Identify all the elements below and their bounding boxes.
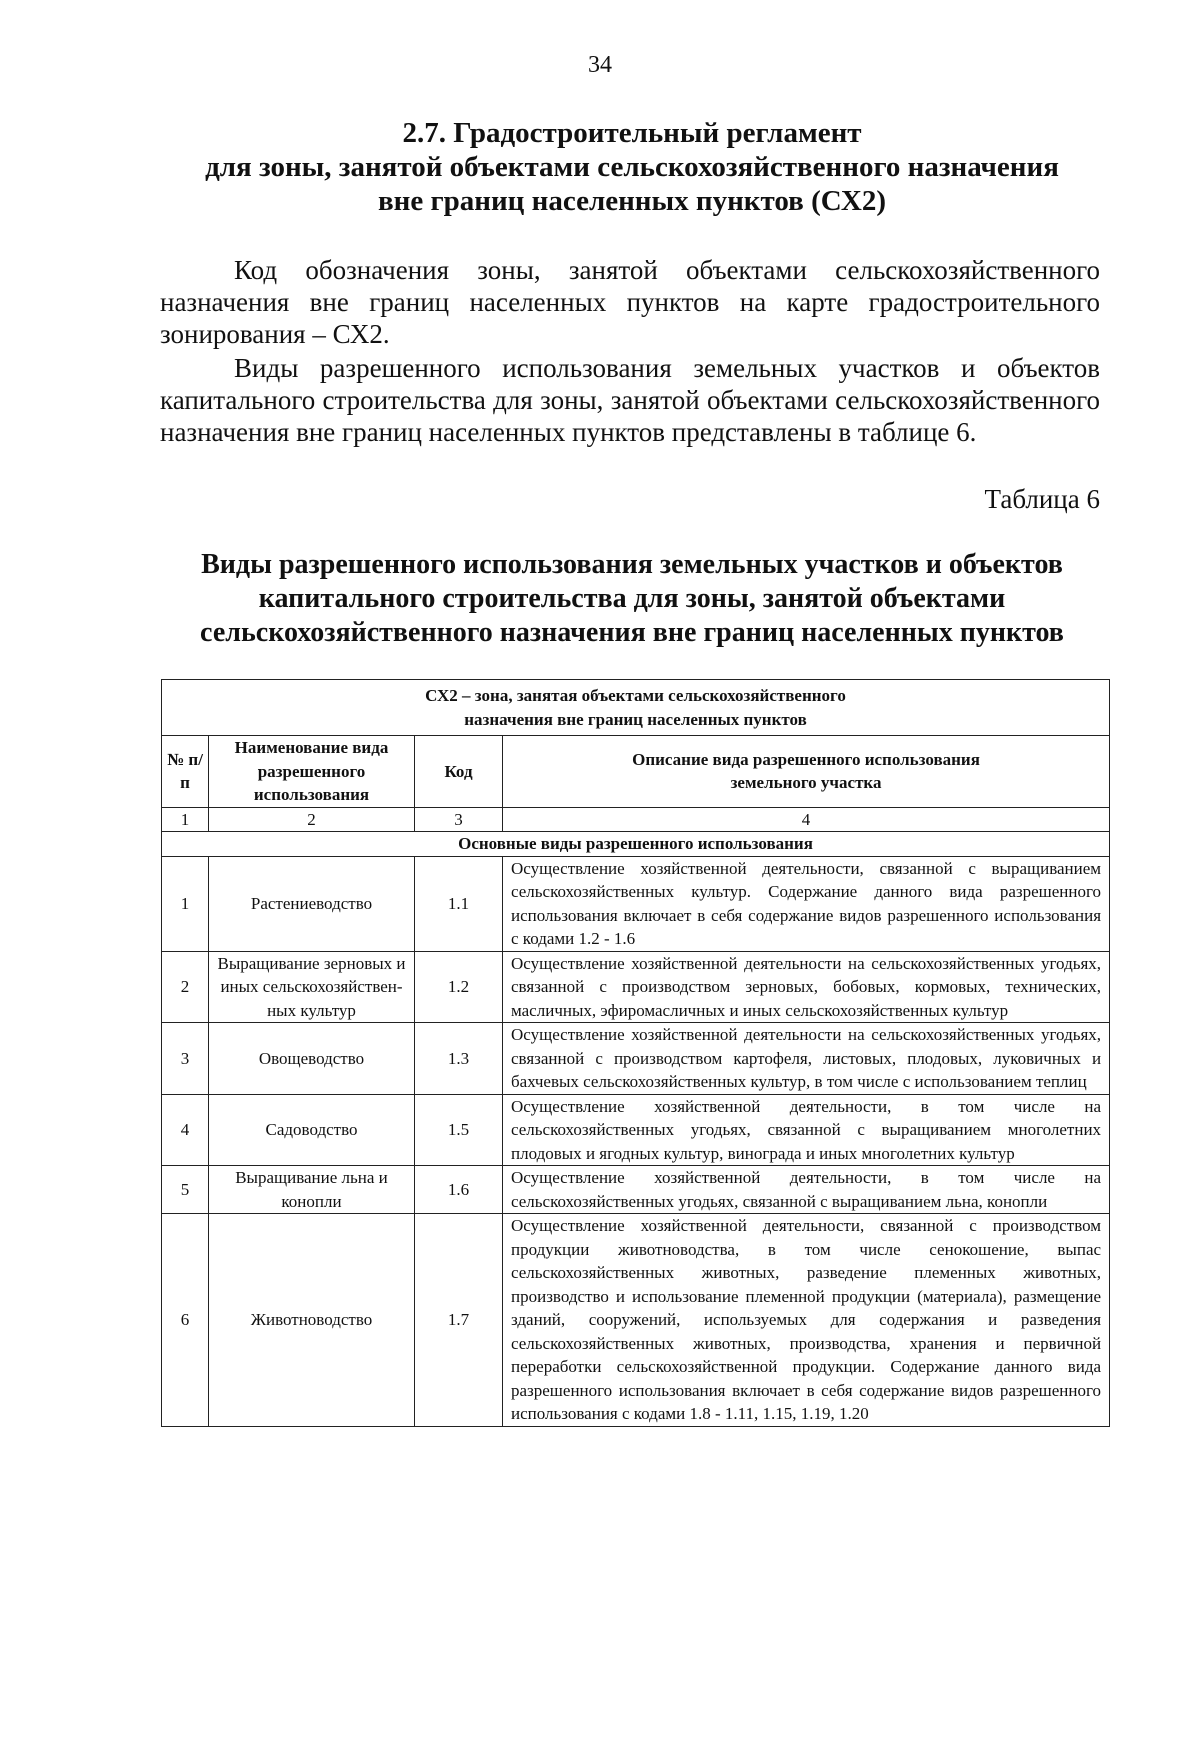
paragraph-zone-code: Код обозначения зоны, занятой объектами сельскохозяйственного назначения вне границ населенных пунктов на карте градостроительного зонирования – СХ2. [160,255,1100,349]
row-code: 1.2 [415,951,503,1023]
row-name: Выращивание льна и конопли [209,1166,415,1214]
table-row [162,1214,1110,1427]
row-code: 1.1 [415,856,503,951]
table-title-line: Виды разрешенного использования земельных участков и объектов [201,549,1063,580]
row-description: Осуществление хозяйственной деятельности, в том числе на сельскохозяйственных угодьях, связанной с выращиванием многолетних плодовых и ягодных культур, винограда и иных многолетних культур [503,1094,1110,1166]
row-number: 2 [162,951,209,1023]
section-title-line: для зоны, занятой объектами сельскохозяйственного назначения [205,151,1059,183]
row-name: Овощеводство [209,1023,415,1095]
column-index: 1 [162,807,209,832]
row-name: Растениеводство [209,856,415,951]
column-header-name: Наименование вида разрешенного использования [209,736,415,808]
row-number: 6 [162,1214,209,1427]
column-index: 4 [503,807,1110,832]
table-row [162,1023,1110,1095]
row-name: Животноводство [209,1214,415,1427]
row-description: Осуществление хозяйственной деятельности на сельскохозяйственных угодьях, связанной с производством зерновых, бобовых, кормовых, технических, масличных, эфиромасличных и иных сельскохозяйственных культур [503,951,1110,1023]
table-title [150,548,1114,650]
row-description: Осуществление хозяйственной деятельности, связанной с выращиванием сельскохозяйственных культур. Содержание данного вида разрешенного использования включает в себя содержание видов разрешенного использования с кодами 1.2 - 1.6 [503,856,1110,951]
table-row [162,1094,1110,1166]
section-title-line: вне границ населенных пунктов (СХ2) [377,185,887,217]
row-number: 3 [162,1023,209,1095]
section-title [150,116,1114,218]
table-row [162,951,1110,1023]
row-description: Осуществление хозяйственной деятельности на сельскохозяйственных угодьях, связанной с производством картофеля, листовых, плодовых, луковичных и бахчевых сельскохозяйственных культур, в том числе с использованием теплиц [503,1023,1110,1095]
table-title-line: капитального строительства для зоны, занятой объектами [258,583,1006,614]
table-row [162,856,1110,951]
column-header-code: Код [415,736,503,808]
row-name: Садоводство [209,1094,415,1166]
row-description: Осуществление хозяйственной деятельности, в том числе на сельскохозяйственных угодьях, связанной с выращиванием льна, конопли [503,1166,1110,1214]
column-header-description: Описание вида разрешенного использования земельного участка [503,736,1110,808]
table-title-line: сельскохозяйственного назначения вне границ населенных пунктов [200,617,1064,648]
row-name: Выращивание зерновых и иных сельскохозяйствен-ных культур [209,951,415,1023]
row-code: 1.3 [415,1023,503,1095]
permitted-uses-table [161,679,1110,1427]
section-title-line: 2.7. Градостроительный регламент [402,117,862,149]
row-code: 1.5 [415,1094,503,1166]
column-index: 2 [209,807,415,832]
paragraph-permitted-uses: Виды разрешенного использования земельных участков и объектов капитального строительства для зоны, занятой объектами сельскохозяйственного назначения вне границ населенных пунктов представлены в таблице 6. [160,353,1100,447]
group-header: Основные виды разрешенного использования [162,832,1110,857]
row-number: 4 [162,1094,209,1166]
row-number: 1 [162,856,209,951]
zone-header: СХ2 – зона, занятая объектами сельскохозяйственного назначения вне границ населенных пунктов [162,680,1110,736]
row-description: Осуществление хозяйственной деятельности, связанной с производством продукции животноводства, в том числе сенокошение, выпас сельскохозяйственных животных, разведение племенных животных, производство и использование племенной продукции (материала), размещение зданий, сооружений, используемых для содержания и разведения сельскохозяйственных животных, производства, хранения и первичной переработки сельскохозяйственной продукции. Содержание данного вида разрешенного использования включает в себя содержание видов разрешенного использования с кодами 1.8 - 1.11, 1.15, 1.19, 1.20 [503,1214,1110,1427]
column-index: 3 [415,807,503,832]
table-number: Таблица 6 [984,484,1100,514]
column-header-number: № п/п [162,736,209,808]
table-row [162,1166,1110,1214]
row-number: 5 [162,1166,209,1214]
row-code: 1.6 [415,1166,503,1214]
page-number: 34 [588,52,612,78]
row-code: 1.7 [415,1214,503,1427]
